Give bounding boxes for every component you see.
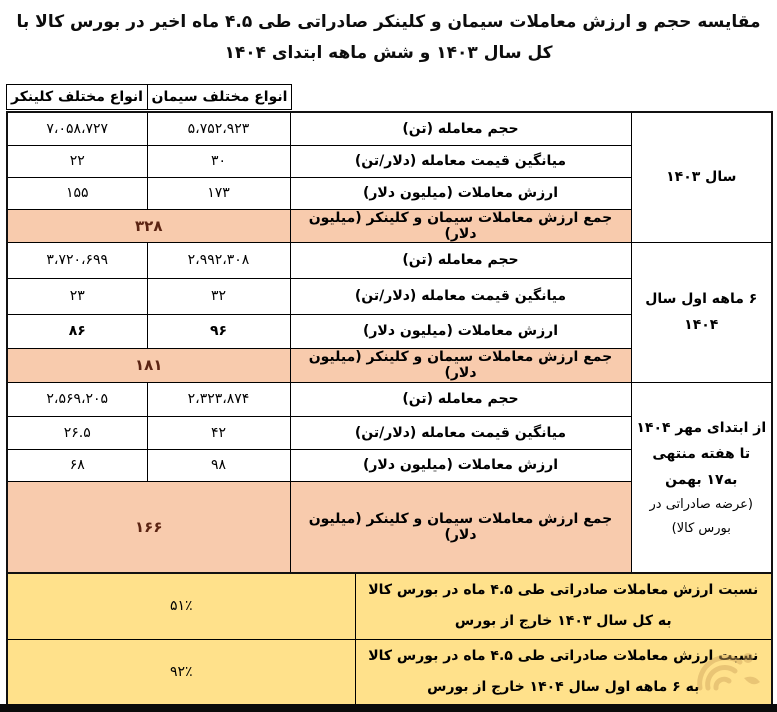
avg-price-label: میانگین قیمت معامله (دلار/تن)	[290, 145, 631, 177]
page-title: مقایسه حجم و ارزش معاملات سیمان و کلینکر صادراتی طی ۴.۵ ماه اخیر در بورس کالا با کل سال ۱۴۰۳ و شش ماهه ابتدای ۱۴۰۴	[16, 12, 761, 63]
column-header-clinker: انواع مختلف کلینکر	[6, 84, 148, 110]
clinker-avg-price-value: ۲۳	[7, 278, 147, 314]
cement-volume-value: ۵،۷۵۲،۹۲۳	[147, 112, 290, 145]
ratio-row	[7, 573, 772, 639]
ratio-table	[6, 572, 773, 706]
clinker-volume-value: ۳،۷۲۰،۶۹۹	[7, 242, 147, 278]
avg-price-label: میانگین قیمت معامله (دلار/تن)	[290, 278, 631, 314]
clinker-volume-value: ۷،۰۵۸،۷۲۷	[7, 112, 147, 145]
cement-volume-value: ۲،۹۹۲،۳۰۸	[147, 242, 290, 278]
ratio-label: نسبت ارزش معاملات صادراتی طی ۴.۵ ماه در بورس کالا به کل سال ۱۴۰۳ خارج از بورس	[355, 573, 772, 639]
clinker-value-value: ۸۶	[7, 314, 147, 348]
ratio-label: نسبت ارزش معاملات صادراتی طی ۴.۵ ماه در بورس کالا به ۶ ماهه اول سال ۱۴۰۴ خارج از بورس	[355, 639, 772, 705]
ratio-row	[7, 639, 772, 705]
category-cell-year-1403: سال ۱۴۰۳	[631, 112, 772, 242]
value-label: ارزش معاملات (میلیون دلار)	[290, 314, 631, 348]
cement-avg-price-value: ۳۲	[147, 278, 290, 314]
total-label: جمع ارزش معاملات سیمان و کلینکر (میلیون دلار)	[290, 481, 631, 574]
avg-price-label: میانگین قیمت معامله (دلار/تن)	[290, 416, 631, 449]
category-cell-mehr-to-bahman	[631, 382, 772, 574]
table-row	[7, 242, 772, 278]
clinker-avg-price-value: ۲۶.۵	[7, 416, 147, 449]
value-label: ارزش معاملات (میلیون دلار)	[290, 177, 631, 209]
bottom-border-bar	[0, 704, 777, 712]
category-main-text: از ابتدای مهر ۱۴۰۴ تا هفته منتهی به۱۷ بهمن	[636, 419, 767, 488]
total-label: جمع ارزش معاملات سیمان و کلینکر (میلیون دلار)	[290, 348, 631, 382]
ratio-value: ۵۱٪	[7, 573, 355, 639]
clinker-value-value: ۶۸	[7, 449, 147, 481]
total-value: ۱۸۱	[7, 348, 290, 382]
table-row	[7, 382, 772, 416]
category-note-text: (عرضه صادراتی در بورس کالا)	[649, 496, 753, 536]
cement-value-value: ۹۶	[147, 314, 290, 348]
ratio-value: ۹۲٪	[7, 639, 355, 705]
cement-avg-price-value: ۴۲	[147, 416, 290, 449]
total-value: ۳۲۸	[7, 209, 290, 242]
main-table	[6, 111, 773, 575]
value-label: ارزش معاملات (میلیون دلار)	[290, 449, 631, 481]
clinker-value-value: ۱۵۵	[7, 177, 147, 209]
table-row	[7, 112, 772, 145]
volume-label: حجم معامله (تن)	[290, 382, 631, 416]
cement-value-value: ۹۸	[147, 449, 290, 481]
clinker-volume-value: ۲،۵۶۹،۲۰۵	[7, 382, 147, 416]
total-label: جمع ارزش معاملات سیمان و کلینکر (میلیون دلار)	[290, 209, 631, 242]
volume-label: حجم معامله (تن)	[290, 242, 631, 278]
cement-avg-price-value: ۳۰	[147, 145, 290, 177]
cement-value-value: ۱۷۳	[147, 177, 290, 209]
total-value: ۱۶۶	[7, 481, 290, 574]
volume-label: حجم معامله (تن)	[290, 112, 631, 145]
cement-volume-value: ۲،۳۲۳،۸۷۴	[147, 382, 290, 416]
column-header-cement: انواع مختلف سیمان	[147, 84, 292, 110]
clinker-avg-price-value: ۲۲	[7, 145, 147, 177]
category-cell-6months-1404: ۶ ماهه اول سال ۱۴۰۴	[631, 242, 772, 382]
